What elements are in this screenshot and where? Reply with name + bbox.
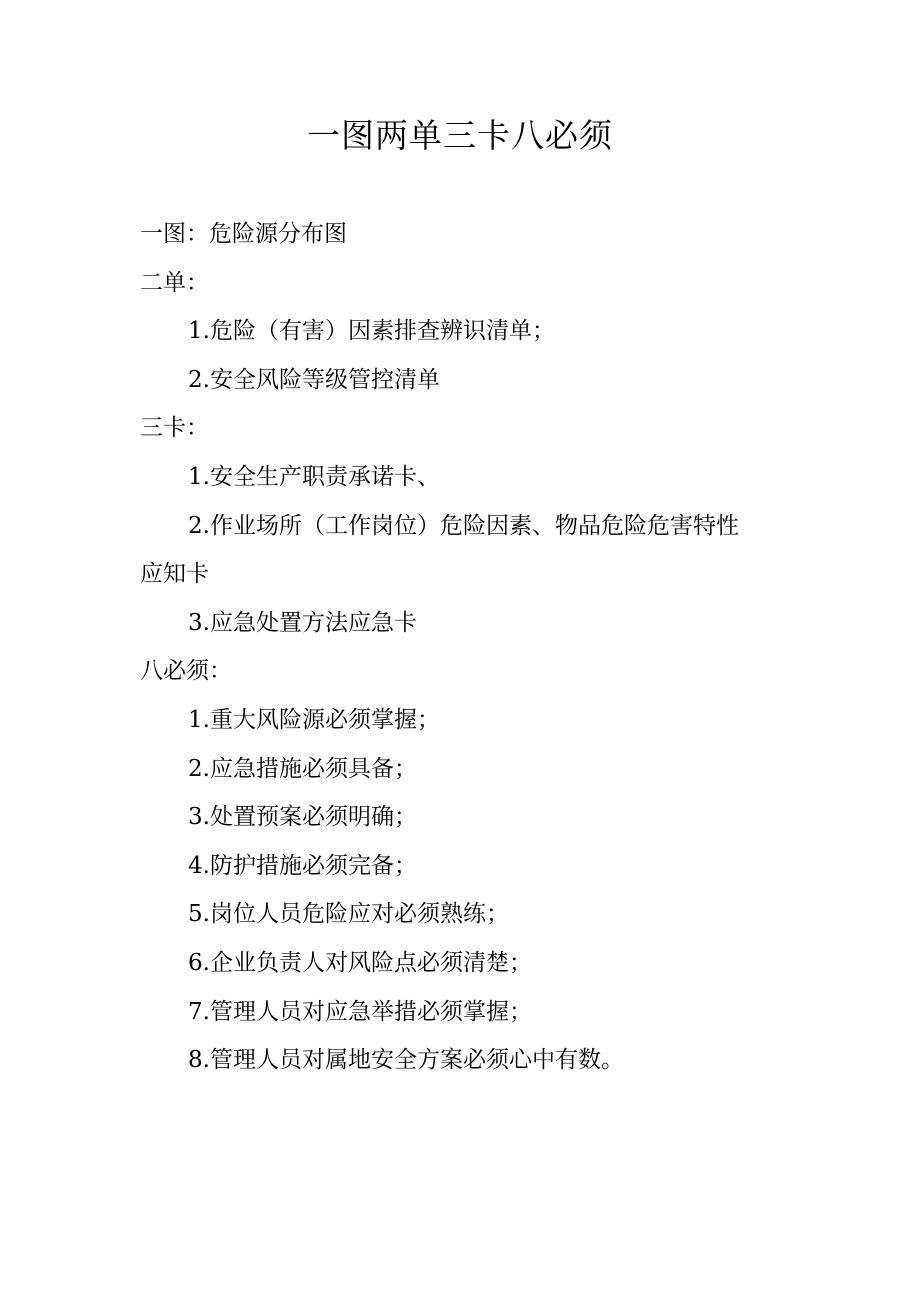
section-three-item-1: 1.安全生产职责承诺卡、 (188, 463, 440, 490)
section-four-item-7: 7.管理人员对应急举措必须掌握； (188, 998, 532, 1025)
section-four-item-8: 8.管理人员对属地安全方案必须心中有数。 (188, 1047, 624, 1074)
section-three-heading: 三卡： (140, 415, 209, 442)
section-four-item-2: 2.应急措施必须具备； (188, 755, 417, 782)
section-four-item-4: 4.防护措施必须完备； (188, 852, 417, 879)
section-four-item-1: 1.重大风险源必须掌握； (188, 706, 440, 733)
document-body (140, 210, 790, 1085)
document-title: 一图两单三卡八必须 (307, 116, 613, 155)
section-two-heading: 二单： (140, 269, 209, 296)
section-three-item-2: 2.作业场所（工作岗位）危险因素、物品危险危害特性 (188, 512, 739, 539)
section-four-item-6: 6.企业负责人对风险点必须清楚； (188, 949, 532, 976)
section-three-item-3: 3.应急处置方法应急卡 (188, 609, 417, 636)
section-four-item-5: 5.岗位人员危险应对必须熟练； (188, 901, 509, 928)
section-four-heading: 八必须： (140, 658, 232, 685)
section-three-item-2-continuation: 应知卡 (140, 561, 209, 588)
section-two-item-1: 1.危险（有害）因素排查辨识清单； (188, 318, 555, 345)
section-one-heading: 一图：危险源分布图 (140, 221, 347, 247)
section-four-item-3: 3.处置预案必须明确； (188, 804, 417, 831)
section-two-item-2: 2.安全风险等级管控清单 (188, 366, 440, 393)
